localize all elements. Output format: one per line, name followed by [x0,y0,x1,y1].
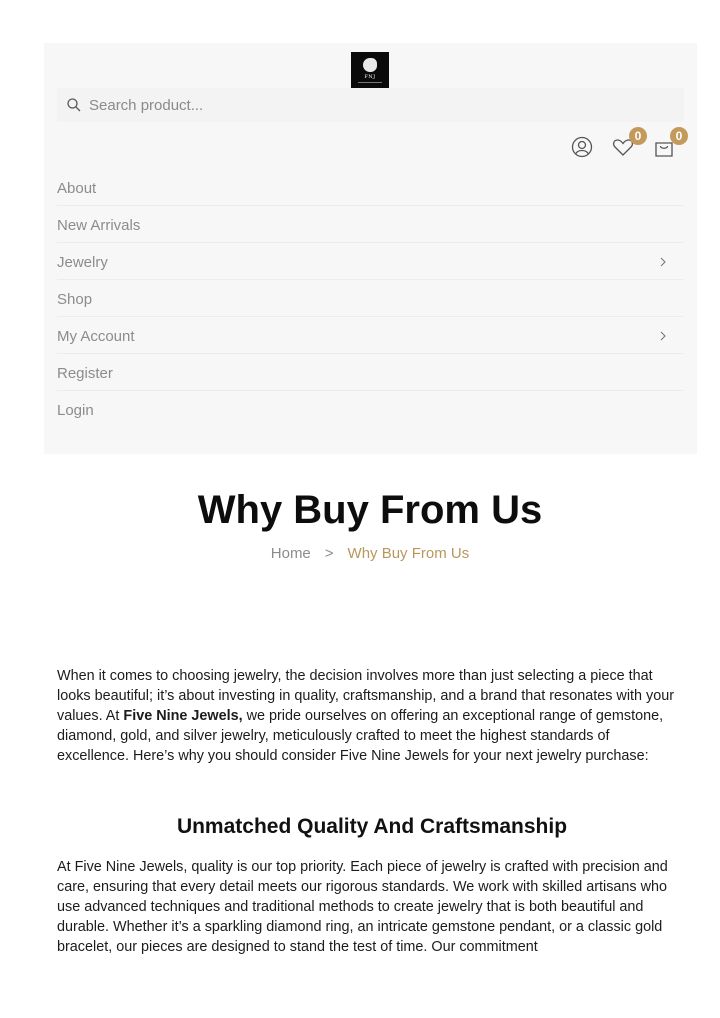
breadcrumb-separator: > [324,545,334,562]
intro-text-end: we pride ourselves on offering an exceptional range of gemstone, diamond, gold, and silver jewelry, meticulously crafted to meet the highest standards of excellence. Here’s why you should consider Five Nine Jewels for your next jewelry purchase: [57,708,664,764]
menu-item-label: Register [57,364,113,382]
intro-paragraph [57,666,682,766]
main-menu [57,169,683,428]
search-bar [57,88,684,122]
menu-item-register[interactable] [57,354,683,391]
menu-item-jewelry[interactable] [57,243,683,280]
menu-item-shop[interactable] [57,280,683,317]
menu-item-label: My Account [57,327,135,345]
menu-item-label: Jewelry [57,253,108,271]
section-paragraph: At Five Nine Jewels, quality is our top priority. Each piece of jewelry is crafted with precision and care, ensuring that every detail meets our rigorous standards. We work with skilled artisans who use advanced techniques and traditional methods to create jewelry that is both beautiful and durable. Whether it’s a sparkling diamond ring, an intricate gemstone pendant, or a classic gold bracelet, our pieces are designed to stand the test of time. Our commitment [57,859,668,955]
wishlist-count-badge: 0 [629,127,647,145]
account-icon[interactable] [571,136,593,158]
menu-item-my-account[interactable] [57,317,683,354]
chevron-right-icon[interactable] [658,257,668,267]
cart-count-badge: 0 [670,127,688,145]
search-icon[interactable] [67,98,81,112]
menu-item-about[interactable] [57,169,683,206]
logo-underline [358,82,382,84]
cart-icon[interactable] [653,129,683,158]
site-logo[interactable] [351,52,389,89]
menu-item-label: About [57,179,97,197]
menu-item-new-arrivals[interactable] [57,206,683,243]
menu-item-label: Login [57,402,94,419]
logo-text: FNJ [364,73,376,80]
header-icons [571,129,683,158]
header-panel [44,43,697,454]
menu-item-login[interactable] [57,391,683,428]
section-heading: Unmatched Quality And Craftsmanship [176,815,568,838]
intro-text-start: When it comes to choosing jewelry, the decision involves more than just selecting a piece that looks beautiful; it’s about investing in quality, craftsmanship, and a brand that resonates with your values. At [57,668,675,724]
breadcrumb-home-link[interactable]: Home [270,545,311,562]
breadcrumb-current: Why Buy From Us [347,545,470,562]
logo-emblem [363,58,377,72]
chevron-right-icon[interactable] [658,331,668,341]
brand-name: Five Nine Jewels, [123,708,243,724]
breadcrumb [0,545,720,562]
page-title: Why Buy From Us [197,488,543,532]
menu-item-label: New Arrivals [57,216,141,234]
wishlist-icon[interactable] [612,129,642,158]
search-input[interactable] [89,97,649,114]
menu-item-label: Shop [57,290,93,308]
